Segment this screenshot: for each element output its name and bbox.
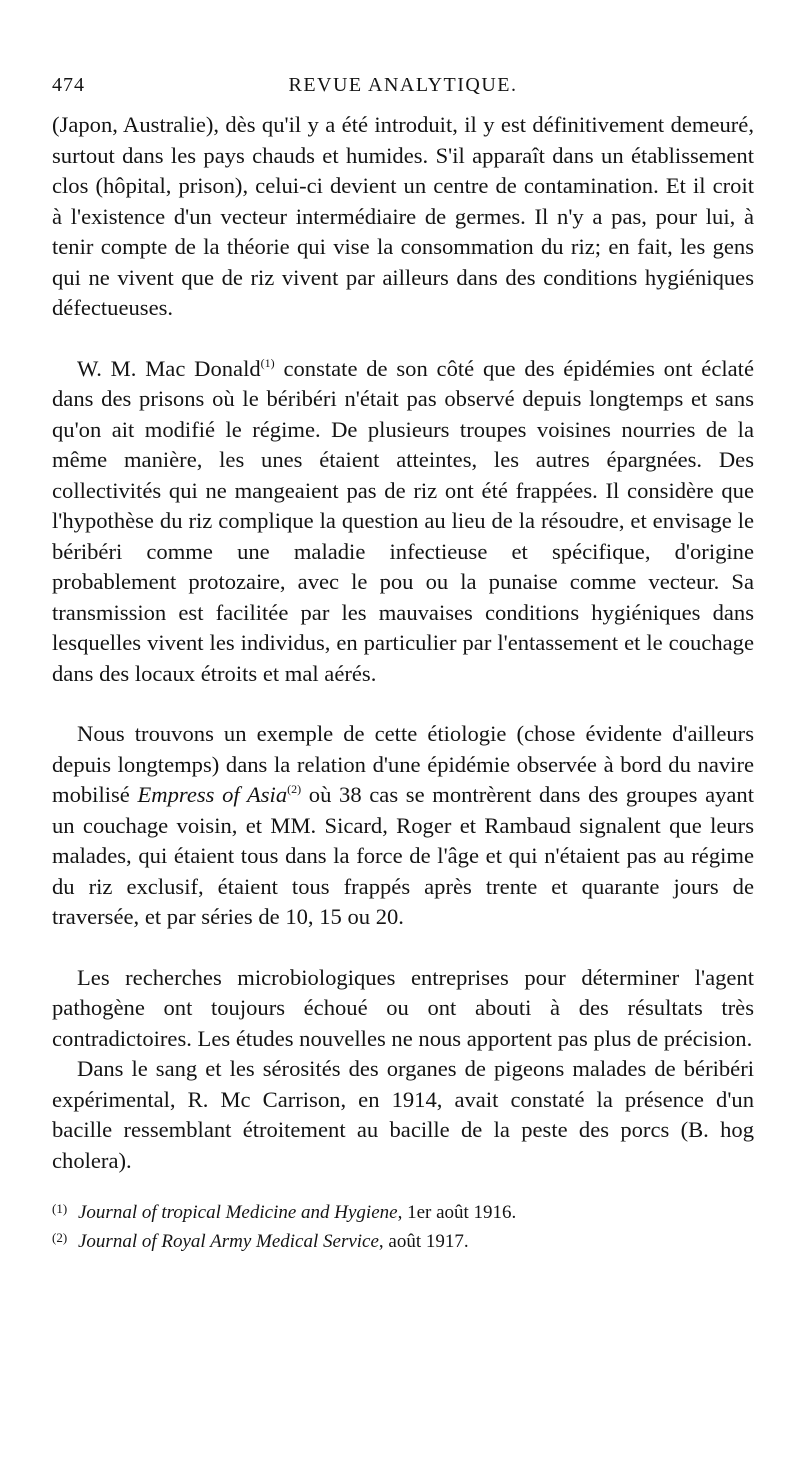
footnote-ref-2: (2)	[287, 782, 302, 796]
footnote-2-mark: (2)	[52, 1230, 68, 1245]
footnote-2-journal: Journal of Royal Army Medical Service	[78, 1231, 379, 1252]
paragraph-2	[52, 354, 754, 690]
paragraph-1: (Japon, Australie), dès qu'il y a été introduit, il y est définitivement demeuré, surtout dans les pays chauds et humides. S'il apparaît dans un établissement clos (hôpital, prison), celui-ci devient un centre de contamination. Et il croit à l'existence d'un vecteur intermédiaire de germes. Il n'y a pas, pour lui, à tenir compte de la théorie qui vise la consommation du riz; en fait, les gens qui ne vivent que de riz vivent par ailleurs dans des conditions hygiéniques défectueuses.	[52, 112, 754, 320]
paragraph-3-text-a: Nous trouvons un exemple de cette étiologie (chose évidente d'ailleurs depuis longtemps) dans la relation d'une épidémie observée à bord du navire mobilisé	[52, 721, 754, 807]
page-number: 474	[52, 74, 85, 96]
ship-name: Empress of Asia	[137, 782, 288, 807]
author-name: W. M. Mac Donald	[77, 355, 261, 381]
paragraph-3-text-b: où 38 cas se montrèrent dans des groupes ayant un couchage voisin, et MM. Sicard, Roger et Rambaud signalent que leurs malades, qui étaient tous dans la force de l'âge et qui n'étaient pas au régime du riz exclusif, étaient tous frappés après trente et quarante jours de traversée, et par séries de 10, 15 ou 20.	[52, 782, 754, 929]
paragraph-4: Les recherches microbiologiques entreprises pour déterminer l'agent pathogène ont toujours échoué ou ont abouti à des résultats très contradictoires. Les études nouvelles ne nous apportent pas plus de précision.	[52, 964, 754, 1051]
footnote-1-date: , 1er août 1916.	[397, 1202, 517, 1223]
footnote-1	[52, 1198, 754, 1227]
footnote-2	[52, 1227, 754, 1256]
paragraph-5: Dans le sang et les sérosités des organes de pigeons malades de béribéri expérimental, R. Mc Carrison, en 1914, avait constaté la présence d'un bacille ressemblant étroitement au bacille de la peste des porcs (B. hog cholera).	[52, 1056, 754, 1173]
footnote-2-date: , août 1917.	[378, 1231, 469, 1252]
paragraph-3	[52, 719, 754, 933]
page	[52, 70, 754, 1256]
footnote-ref-1: (1)	[260, 355, 275, 370]
paragraph-spacer	[52, 324, 754, 354]
footnote-1-journal: Journal of tropical Medicine and Hygiene	[78, 1202, 398, 1223]
paragraph-spacer	[52, 689, 754, 719]
paragraph-2-text: constate de son côté que des épidémies ont éclaté dans des prisons où le béribéri n'était pas observé depuis longtemps et sans qu'on ait modifié le régime. De plusieurs troupes voisines nourries de la même manière, les unes étaient atteintes, les autres épargnées. Des collectivités qui ne mangeaient pas de riz ont été frappées. Il considère que l'hypothèse du riz complique la question au lieu de la résoudre, et envisage le béribéri comme une maladie infectieuse et spécifique, d'origine probablement protozaire, avec le pou ou la punaise comme vecteur. Sa transmission est facilitée par les mauvaises conditions hygiéniques dans lesquelles vivent les individus, en particulier par l'entassement et le couchage dans des locaux étroits et mal aérés.	[52, 355, 754, 686]
journal-title: REVUE ANALYTIQUE.	[288, 74, 518, 96]
footnote-1-mark: (1)	[52, 1201, 68, 1216]
footnotes	[52, 1198, 754, 1256]
paragraph-spacer	[52, 933, 754, 963]
running-head	[52, 70, 754, 110]
